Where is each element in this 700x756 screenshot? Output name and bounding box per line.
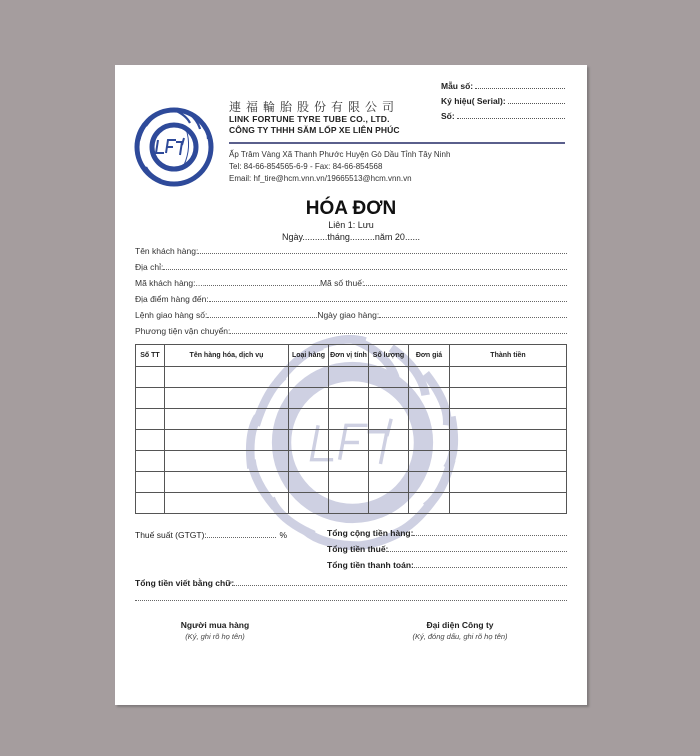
table-cell[interactable] bbox=[369, 472, 409, 493]
customer-code-label: Mã khách hàng:.... bbox=[135, 278, 205, 288]
percent-sign: % bbox=[279, 530, 287, 540]
company-name-en: LINK FORTUNE TYRE TUBE CO., LTD. bbox=[229, 114, 390, 124]
serial-symbol-label: Ký hiệu( Serial): bbox=[441, 96, 506, 106]
company-name-cjk: 連福輪胎股份有限公司 bbox=[229, 100, 400, 114]
company-email: Email: hf_tire@hcm.vnn.vn/19665513@hcm.vnn.vn bbox=[229, 174, 412, 183]
dotted-line bbox=[163, 269, 567, 270]
table-cell[interactable] bbox=[409, 430, 450, 451]
invoice-paper bbox=[115, 65, 587, 705]
table-cell[interactable] bbox=[450, 472, 567, 493]
vat-rate-input[interactable] bbox=[207, 537, 277, 538]
table-row bbox=[136, 472, 567, 493]
table-cell[interactable] bbox=[289, 430, 329, 451]
delivery-date-input[interactable] bbox=[379, 317, 567, 318]
table-cell[interactable] bbox=[369, 493, 409, 514]
tax-total-field[interactable] bbox=[327, 544, 567, 554]
table-cell[interactable] bbox=[409, 367, 450, 388]
company-rep-note: (Ký, đóng dấu, ghi rõ họ tên) bbox=[412, 632, 508, 641]
table-cell[interactable] bbox=[136, 388, 165, 409]
form-number-label: Mẫu số: bbox=[441, 81, 474, 91]
table-cell[interactable] bbox=[450, 388, 567, 409]
table-cell[interactable] bbox=[165, 367, 289, 388]
dotted-line bbox=[135, 600, 567, 601]
address-field[interactable] bbox=[135, 262, 567, 272]
company-address: Ấp Trâm Vàng Xã Thanh Phước Huyện Gò Dầu Tỉnh Tây Ninh bbox=[229, 150, 451, 159]
serial-symbol-field[interactable] bbox=[441, 96, 565, 106]
subtotal-label: Tổng cộng tiền hàng: bbox=[327, 528, 414, 538]
dotted-line bbox=[230, 333, 567, 334]
delivery-place-label: Địa điểm hàng đến: bbox=[135, 294, 209, 304]
invoice-copy: Liên 1: Lưu bbox=[328, 220, 374, 230]
buyer-note: (Ký, ghi rõ họ tên) bbox=[185, 632, 245, 641]
col-header-item-name: Tên hàng hóa, dịch vụ bbox=[165, 345, 289, 367]
col-header-category: Loại hàng bbox=[289, 345, 329, 367]
tax-code-input[interactable] bbox=[364, 285, 567, 286]
invoice-title: HÓA ĐƠN bbox=[305, 198, 397, 219]
table-cell[interactable] bbox=[450, 493, 567, 514]
table-cell[interactable] bbox=[289, 367, 329, 388]
table-cell[interactable] bbox=[450, 367, 567, 388]
subtotal-field[interactable] bbox=[327, 528, 567, 538]
table-cell[interactable] bbox=[329, 388, 369, 409]
buyer-title: Người mua hàng bbox=[180, 620, 250, 630]
invoice-date-line: Ngày..........tháng..........năm 20...... bbox=[282, 232, 420, 242]
table-cell[interactable] bbox=[450, 430, 567, 451]
invoice-number-dots bbox=[457, 111, 565, 119]
table-cell[interactable] bbox=[165, 430, 289, 451]
grand-total-label: Tổng tiền thanh toán: bbox=[327, 560, 414, 570]
table-cell[interactable] bbox=[329, 493, 369, 514]
customer-code-tax-row bbox=[135, 278, 567, 288]
amount-in-words-line2[interactable] bbox=[135, 595, 567, 603]
dotted-line bbox=[234, 585, 567, 586]
table-cell[interactable] bbox=[136, 451, 165, 472]
table-cell[interactable] bbox=[409, 409, 450, 430]
col-header-no: Số TT bbox=[136, 345, 165, 367]
table-cell[interactable] bbox=[329, 451, 369, 472]
invoice-number-label: Số: bbox=[441, 111, 455, 121]
table-cell[interactable] bbox=[409, 451, 450, 472]
table-cell[interactable] bbox=[136, 367, 165, 388]
dotted-line bbox=[198, 253, 567, 254]
table-cell[interactable] bbox=[136, 409, 165, 430]
table-cell[interactable] bbox=[409, 472, 450, 493]
amount-in-words-field[interactable] bbox=[135, 578, 567, 588]
dotted-line bbox=[413, 535, 567, 536]
table-row bbox=[136, 493, 567, 514]
vat-rate-field[interactable] bbox=[135, 530, 287, 540]
table-row bbox=[136, 388, 567, 409]
col-header-quantity: Số lượng bbox=[369, 345, 409, 367]
tax-code-label: Mã số thuế: bbox=[319, 278, 365, 288]
delivery-order-row bbox=[135, 310, 567, 320]
table-cell[interactable] bbox=[450, 409, 567, 430]
col-header-unit-price: Đơn giá bbox=[409, 345, 450, 367]
tax-total-label: Tổng tiền thuế: bbox=[327, 544, 389, 554]
serial-symbol-dots bbox=[508, 96, 565, 104]
delivery-order-input[interactable] bbox=[207, 317, 317, 318]
tyre-logo-icon bbox=[134, 107, 214, 187]
table-cell[interactable] bbox=[329, 367, 369, 388]
grand-total-field[interactable] bbox=[327, 560, 567, 570]
table-cell[interactable] bbox=[165, 388, 289, 409]
table-cell[interactable] bbox=[369, 430, 409, 451]
col-header-unit: Đơn vị tính bbox=[329, 345, 369, 367]
customer-name-field[interactable] bbox=[135, 246, 567, 256]
dotted-line bbox=[209, 301, 567, 302]
buyer-signature-block bbox=[155, 620, 275, 641]
table-cell[interactable] bbox=[136, 493, 165, 514]
form-number-dots bbox=[475, 81, 565, 89]
table-cell[interactable] bbox=[165, 409, 289, 430]
customer-code-input[interactable] bbox=[205, 285, 320, 286]
items-table bbox=[135, 344, 567, 514]
table-cell[interactable] bbox=[289, 472, 329, 493]
table-cell[interactable] bbox=[369, 388, 409, 409]
customer-name-label: Tên khách hàng: bbox=[135, 246, 199, 256]
dotted-line bbox=[388, 551, 567, 552]
transport-label: Phương tiện vận chuyển: bbox=[135, 326, 231, 336]
table-cell[interactable] bbox=[165, 472, 289, 493]
dotted-line bbox=[414, 567, 567, 568]
header-divider bbox=[229, 142, 565, 144]
delivery-date-label: Ngày giao hàng: bbox=[317, 310, 380, 320]
table-cell[interactable] bbox=[165, 493, 289, 514]
table-row bbox=[136, 367, 567, 388]
amount-in-words-label: Tổng tiền viết bằng chữ: bbox=[135, 578, 235, 588]
invoice-number-field[interactable] bbox=[441, 111, 565, 121]
table-row bbox=[136, 430, 567, 451]
company-phone-fax: Tel: 84-66-854565-6-9 - Fax: 84-66-854568 bbox=[229, 162, 383, 171]
table-cell[interactable] bbox=[409, 493, 450, 514]
table-cell[interactable] bbox=[136, 430, 165, 451]
company-rep-title: Đại diện Công ty bbox=[426, 620, 494, 630]
col-header-amount: Thành tiền bbox=[450, 345, 567, 367]
table-cell[interactable] bbox=[289, 493, 329, 514]
table-cell[interactable] bbox=[289, 451, 329, 472]
table-cell[interactable] bbox=[329, 409, 369, 430]
table-cell[interactable] bbox=[369, 367, 409, 388]
address-label: Địa chỉ: bbox=[135, 262, 164, 272]
delivery-place-field[interactable] bbox=[135, 294, 567, 304]
company-name-vn: CÔNG TY THHH SĂM LỐP XE LIÊN PHÚC bbox=[229, 125, 400, 135]
table-cell[interactable] bbox=[329, 472, 369, 493]
table-cell[interactable] bbox=[409, 388, 450, 409]
table-cell[interactable] bbox=[450, 451, 567, 472]
table-cell[interactable] bbox=[369, 409, 409, 430]
table-cell[interactable] bbox=[136, 472, 165, 493]
table-cell[interactable] bbox=[165, 451, 289, 472]
table-row bbox=[136, 451, 567, 472]
company-signature-block bbox=[380, 620, 540, 641]
table-cell[interactable] bbox=[329, 430, 369, 451]
table-cell[interactable] bbox=[289, 409, 329, 430]
table-cell[interactable] bbox=[369, 451, 409, 472]
table-header-row bbox=[136, 345, 567, 367]
delivery-order-label: Lệnh giao hàng số: bbox=[135, 310, 208, 320]
vat-rate-label: Thuế suất (GTGT): bbox=[135, 530, 207, 540]
table-cell[interactable] bbox=[289, 388, 329, 409]
table-row bbox=[136, 409, 567, 430]
form-number-field[interactable] bbox=[441, 81, 565, 91]
